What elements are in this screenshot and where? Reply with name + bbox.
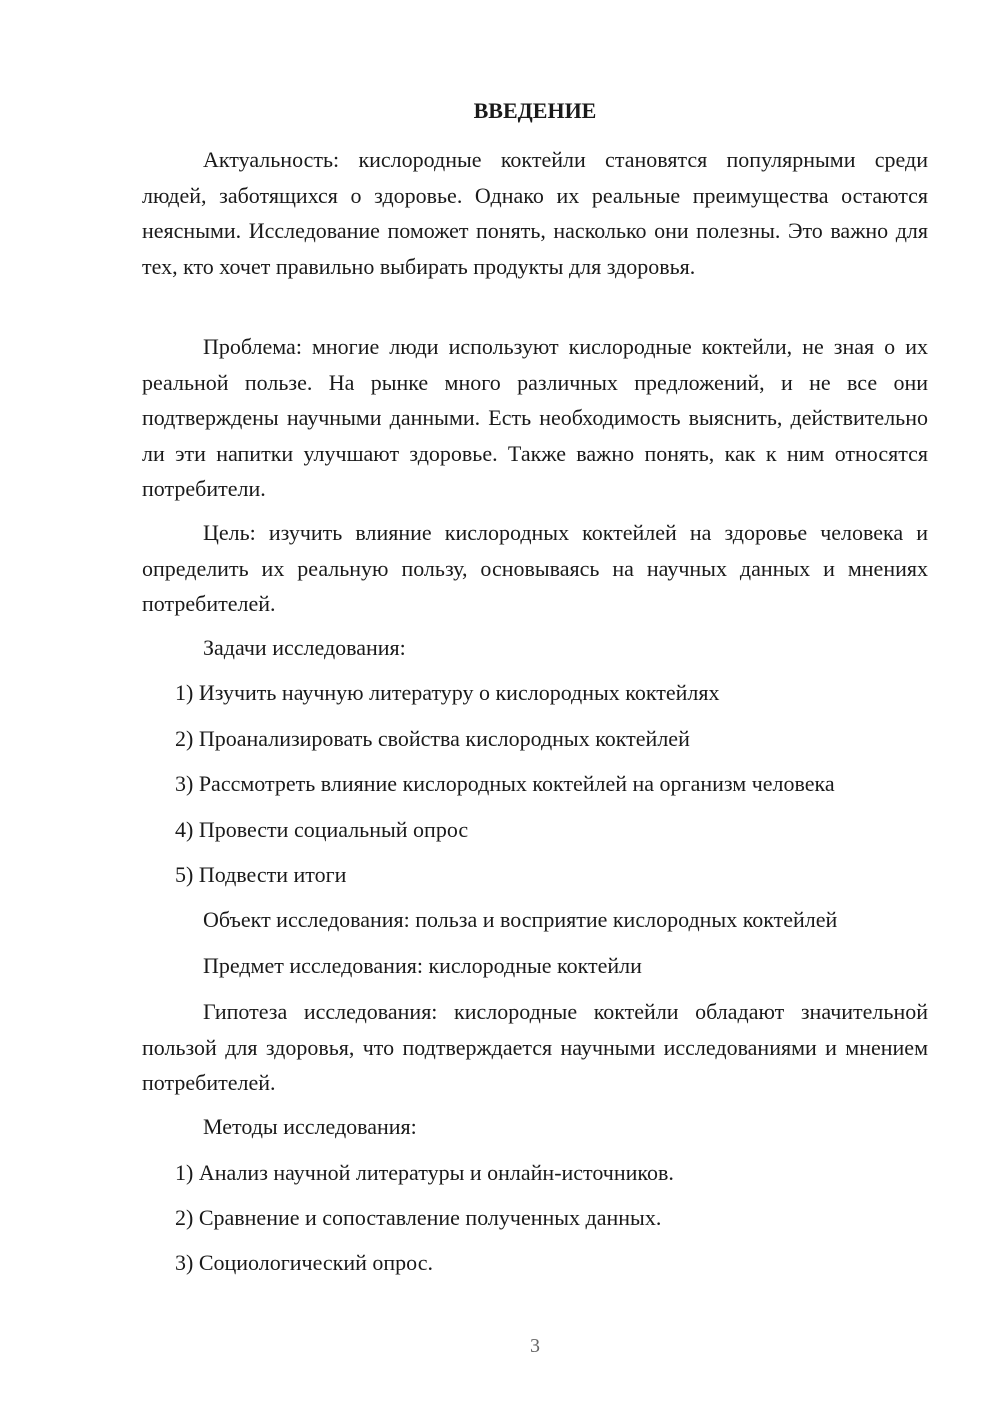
goal-paragraph: Цель: изучить влияние кислородных коктейлей на здоровье человека и определить их реальную пользу, основываясь на научных данных и мнениях потребителей. <box>142 520 928 616</box>
tasks-heading: Задачи исследования: <box>203 635 406 660</box>
research-object: Объект исследования: польза и восприятие кислородных коктейлей <box>203 907 838 932</box>
task-item-1: 1) Изучить научную литературу о кислородных коктейлях <box>175 680 720 705</box>
hypothesis-paragraph: Гипотеза исследования: кислородные коктейли обладают значительной пользой для здоровья, что подтверждается научными исследованиями и мнением потребителей. <box>142 999 928 1095</box>
section-title: ВВЕДЕНИЕ <box>473 98 597 123</box>
problem-paragraph: Проблема: многие люди используют кислородные коктейли, не зная о их реальной пользе. На рынке много различных предложений, и не все они подтверждены научными данными. Есть необходимость выяснить, действительно ли эти напитки улучшают здоровье. Также важно понять, как к ним относятся потребители. <box>142 334 928 501</box>
document-page <box>142 0 928 1414</box>
relevance-paragraph: Актуальность: кислородные коктейли становятся популярными среди людей, заботящихся о здоровье. Однако их реальные преимущества остаются неясными. Исследование поможет понять, насколько они полезны. Это важно для тех, кто хочет правильно выбирать продукты для здоровья. <box>142 147 928 279</box>
research-subject: Предмет исследования: кислородные коктейли <box>203 953 642 978</box>
task-item-4: 4) Провести социальный опрос <box>175 817 469 842</box>
task-item-2: 2) Проанализировать свойства кислородных коктейлей <box>175 726 690 751</box>
method-item-3: 3) Социологический опрос. <box>175 1250 433 1275</box>
page-number: 3 <box>530 1335 540 1357</box>
method-item-1: 1) Анализ научной литературы и онлайн-источников. <box>175 1160 674 1185</box>
method-item-2: 2) Сравнение и сопоставление полученных данных. <box>175 1205 662 1230</box>
task-item-3: 3) Рассмотреть влияние кислородных коктейлей на организм человека <box>175 771 835 796</box>
task-item-5: 5) Подвести итоги <box>175 862 347 887</box>
methods-heading: Методы исследования: <box>203 1114 417 1139</box>
